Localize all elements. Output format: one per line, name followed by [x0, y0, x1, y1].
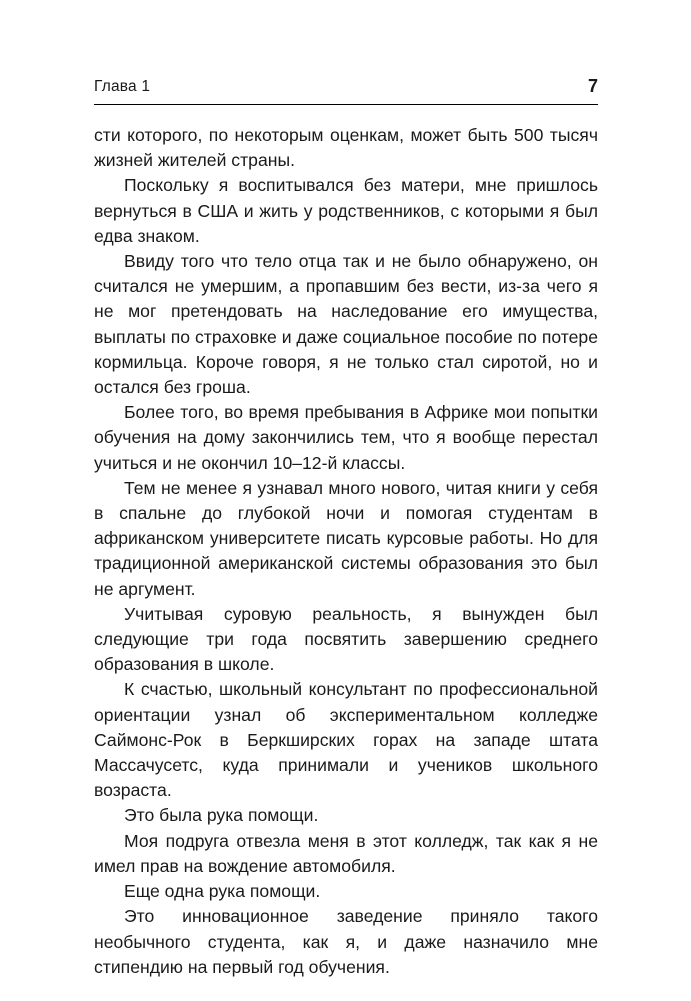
paragraph: Учитывая суровую реальность, я вынужден был следующие три года посвятить завершению среднего образования в школе.	[94, 603, 598, 675]
header-divider	[94, 104, 598, 105]
chapter-title: Глава 1	[94, 78, 151, 95]
running-header	[94, 76, 598, 98]
body-text	[94, 123, 598, 980]
paragraph: К счастью, школьный консультант по профессиональной ориентации узнал об экспериментальном колледже Саймонс-Рок в Беркширских горах на западе штата Массачусетс, куда принимали и учеников школьного возраста.	[94, 679, 598, 801]
paragraph: Более того, во время пребывания в Африке мои попытки обучения на дому закончились тем, что я вообще перестал учиться и не окончил 10–12-й классы.	[94, 402, 598, 473]
page-number: 7	[587, 76, 598, 96]
paragraph: Это инновационное заведение приняло такого необычного студента, как я, и даже назначило мне стипендию на первый год обучения.	[94, 906, 598, 977]
paragraph: Поскольку я воспитывался без матери, мне пришлось вернуться в США и жить у родственников, с которыми я был едва знаком.	[94, 175, 598, 246]
paragraph: Тем не менее я узнавал много нового, читая книги у себя в спальне до глубокой ночи и помогая студентам в африканском университете писать курсовые работы. Но для традиционной американской системы образования это был не аргумент.	[94, 477, 598, 599]
paragraph: Ввиду того что тело отца так и не было обнаружено, он считался не умершим, а пропавшим без вести, из-за чего я не мог претендовать на наследование его имущества, выплаты по страховке и даже социальное пособие по потере кормильца. Короче говоря, я не только стал сиротой, но и остался без гроша.	[94, 251, 598, 398]
paragraph: сти которого, по некоторым оценкам, может быть 500 тысяч жизней жителей страны.	[94, 125, 598, 171]
paragraph: Моя подруга отвезла меня в этот колледж, так как я не имел прав на вождение автомобиля.	[94, 830, 598, 876]
paragraph: Еще одна рука помощи.	[124, 881, 321, 902]
paragraph: Это была рука помощи.	[124, 805, 319, 826]
